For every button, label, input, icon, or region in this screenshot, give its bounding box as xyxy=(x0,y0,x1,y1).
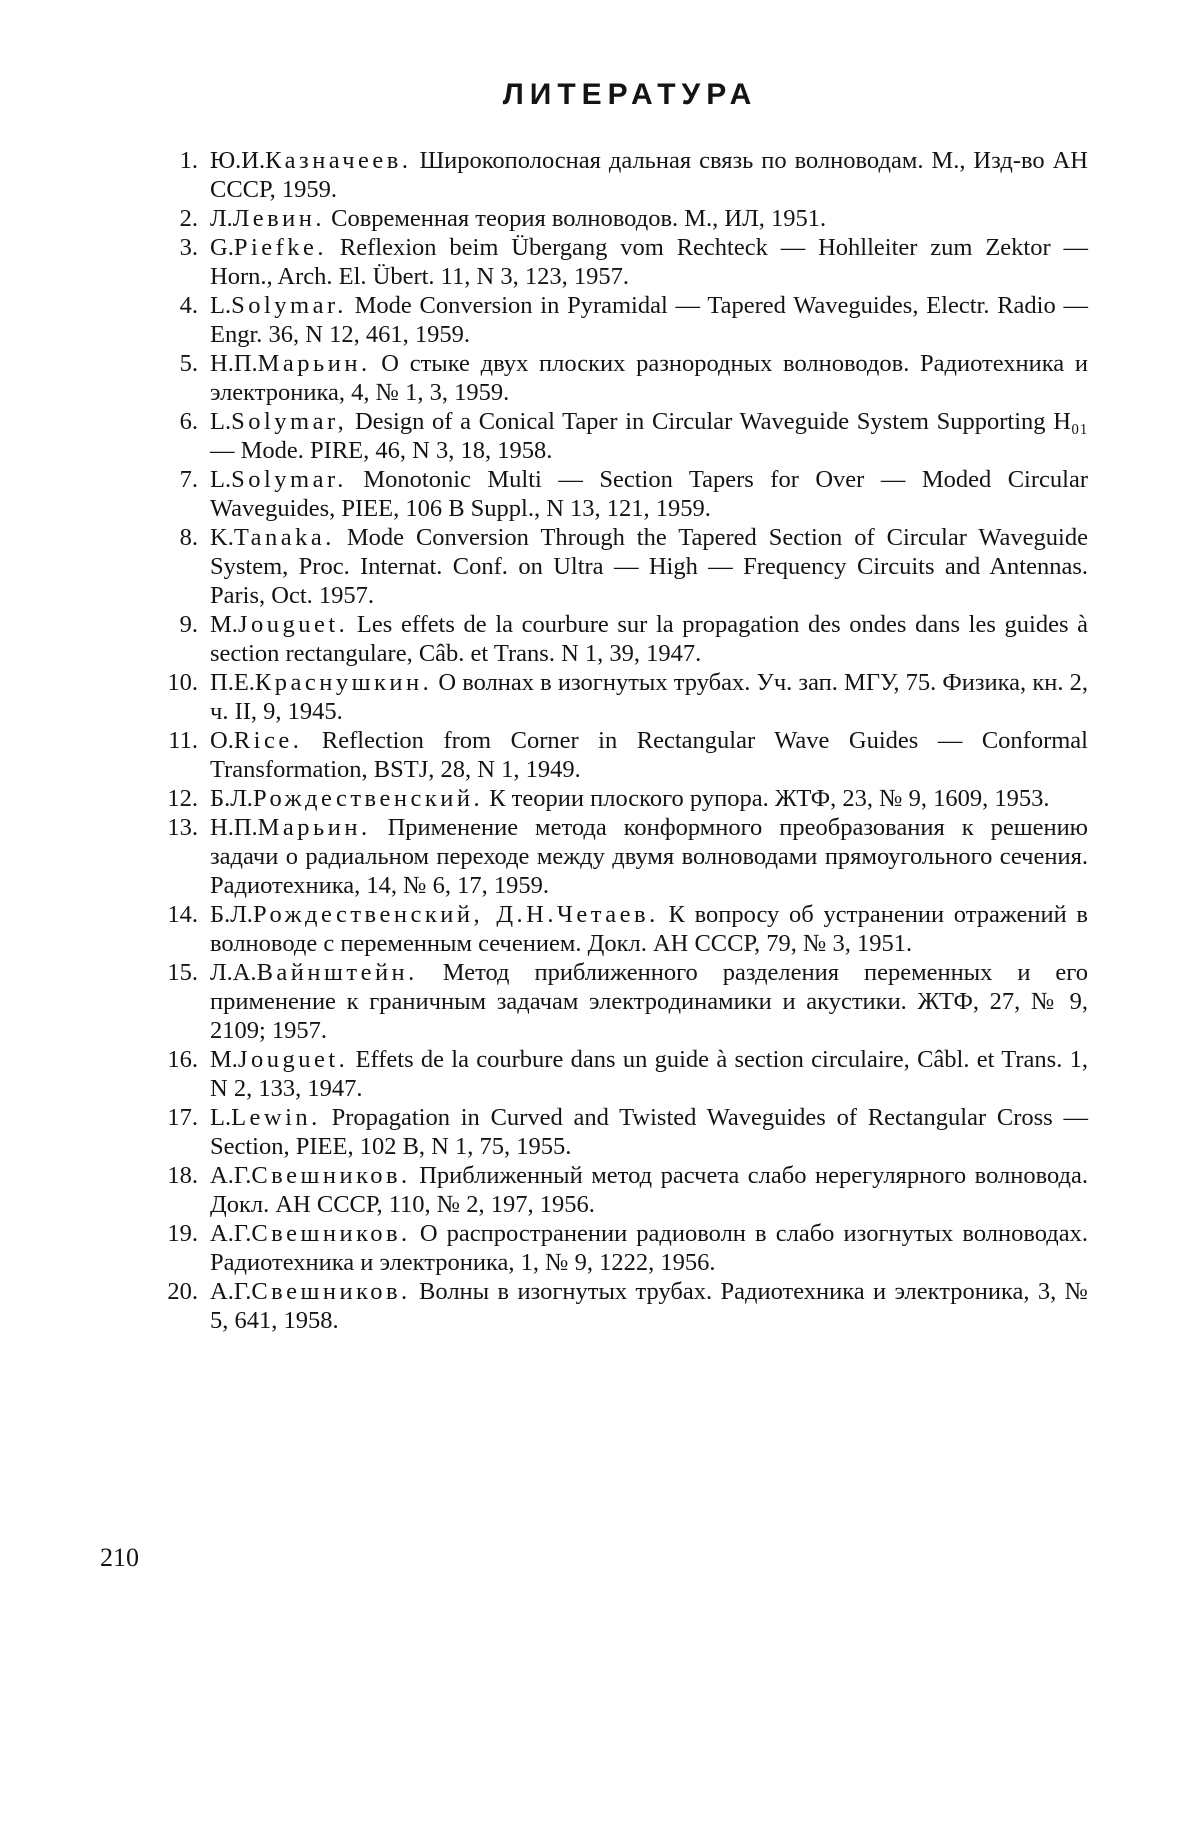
reference-author-initials: П.Е. xyxy=(210,669,255,696)
page-heading: ЛИТЕРАТУРА xyxy=(502,78,758,111)
reference-item xyxy=(138,668,1088,726)
reference-author: Tanaka. xyxy=(233,524,335,551)
reference-number: 20. xyxy=(167,1278,198,1305)
reference-item xyxy=(138,1161,1088,1219)
reference-item xyxy=(138,291,1088,349)
reference-author-initials: L. xyxy=(210,1104,232,1131)
reference-text: Effets de la courbure dans un guide à section circulaire, Câbl. et Trans. 1, N 2, 133, 1947. xyxy=(210,1046,1088,1102)
reference-text: Monotonic Multi — Section Tapers for Over — Moded Circular Waveguides, PIEE, 106 B Suppl., N 13, 121, 1959. xyxy=(210,466,1088,522)
reference-number: 12. xyxy=(167,785,198,812)
reference-author-initials: L. xyxy=(210,292,232,319)
reference-number: 11. xyxy=(168,727,198,754)
reference-item xyxy=(138,407,1088,465)
reference-author-initials: M. xyxy=(210,1046,238,1073)
reference-number: 10. xyxy=(167,669,198,696)
reference-item xyxy=(138,349,1088,407)
page-number: 210 xyxy=(100,1543,139,1572)
reference-text: Метод приближенного разделения переменных и его применение к граничным задачам электродинамики и акустики. ЖТФ, 27, № 9, 2109; 1957. xyxy=(210,959,1088,1044)
reference-text: Les effets de la courbure sur la propagation des ondes dans les guides à section rectangulare, Câb. et Trans. N 1, 39, 1947. xyxy=(210,611,1088,667)
reference-author-initials: Ю.И. xyxy=(210,147,266,174)
reference-number: 7. xyxy=(179,466,198,493)
reference-author-initials: Л. xyxy=(210,205,233,232)
reference-author: Jouguet. xyxy=(237,611,349,638)
reference-item xyxy=(138,900,1088,958)
reference-number: 2. xyxy=(179,205,198,232)
reference-number: 5. xyxy=(179,350,198,377)
reference-item xyxy=(138,523,1088,610)
reference-author: Solymar. xyxy=(231,466,347,493)
reference-author-initials: Н.П. xyxy=(210,350,258,377)
reference-text: О стыке двух плоских разнородных волноводов. Радиотехника и электроника, 4, № 1, 3, 1959. xyxy=(210,350,1088,406)
reference-item xyxy=(138,784,1088,813)
reference-text: К вопросу об устранении отражений в волноводе с переменным сечением. Докл. АН СССР, 79, № 3, 1951. xyxy=(210,901,1088,957)
reference-text: Design of a Conical Taper in Circular Waveguide System Supporting H₀₁ — Mode. PIRE, 46, N 3, 18, 1958. xyxy=(210,408,1088,464)
reference-author-initials: K. xyxy=(210,524,234,551)
reference-author: Свешников. xyxy=(251,1278,411,1305)
reference-author-initials: L. xyxy=(210,408,232,435)
reference-text: Propagation in Curved and Twisted Waveguides of Rectangular Cross — Section, PIEE, 102 B, N 1, 75, 1955. xyxy=(210,1104,1088,1160)
reference-item xyxy=(138,1277,1088,1335)
reference-number: 4. xyxy=(179,292,198,319)
reference-number: 9. xyxy=(179,611,198,638)
reference-text: Mode Conversion in Pyramidal — Tapered Waveguides, Electr. Radio — Engr. 36, N 12, 461, 1959. xyxy=(210,292,1088,348)
reference-author: Jouguet. xyxy=(237,1046,349,1073)
reference-author: Краснушкин. xyxy=(254,669,433,696)
reference-text: Современная теория волноводов. М., ИЛ, 1951. xyxy=(325,205,827,232)
reference-item xyxy=(138,1045,1088,1103)
reference-item xyxy=(138,726,1088,784)
reference-author: Марьин. xyxy=(257,350,371,377)
reference-author-initials: Б.Л. xyxy=(210,785,253,812)
reference-author-initials: O. xyxy=(210,727,234,754)
reference-item xyxy=(138,1103,1088,1161)
reference-author-initials: Л.А. xyxy=(210,959,257,986)
reference-author-initials: G. xyxy=(210,234,234,261)
reference-item xyxy=(138,146,1088,204)
reference-item xyxy=(138,233,1088,291)
reference-text: Широкополосная дальная связь по волноводам. М., Изд-во АН СССР, 1959. xyxy=(210,147,1088,203)
reference-author: Rice. xyxy=(233,727,303,754)
reference-text: Reflection from Corner in Rectangular Wave Guides — Conformal Transformation, BSTJ, 28, N 1, 1949. xyxy=(210,727,1088,783)
reference-text: Волны в изогнутых трубах. Радиотехника и электроника, 3, № 5, 641, 1958. xyxy=(210,1278,1088,1334)
reference-text: Reflexion beim Übergang vom Rechteck — Hohlleiter zum Zektor — Horn., Arch. El. Übert. 11, N 3, 123, 1957. xyxy=(210,234,1088,290)
reference-text: Применение метода конформного преобразования к решению задачи о радиальном переходе между двумя волноводами прямоугольного сечения. Радиотехника, 14, № 6, 17, 1959. xyxy=(210,814,1088,899)
reference-item xyxy=(138,1219,1088,1277)
reference-number: 16. xyxy=(167,1046,198,1073)
reference-number: 6. xyxy=(179,408,198,435)
reference-author-initials: Б.Л. xyxy=(210,901,253,928)
reference-author: Свешников. xyxy=(251,1162,411,1189)
reference-number: 8. xyxy=(179,524,198,551)
reference-author-initials: Н.П. xyxy=(210,814,258,841)
reference-item xyxy=(138,813,1088,900)
reference-author: Рождественский. xyxy=(252,785,484,812)
reference-number: 1. xyxy=(179,147,198,174)
reference-text: О распространении радиоволн в слабо изогнутых волноводах. Радиотехника и электроника, 1, № 9, 1222, 1956. xyxy=(210,1220,1088,1276)
reference-author: Lewin. xyxy=(231,1104,321,1131)
reference-author-initials: А.Г. xyxy=(210,1162,252,1189)
reference-item xyxy=(138,465,1088,523)
reference-author: Вайнштейн. xyxy=(256,959,418,986)
reference-number: 3. xyxy=(179,234,198,261)
reference-author: Solymar, xyxy=(231,408,348,435)
reference-author: Solymar. xyxy=(231,292,347,319)
reference-author: Piefke. xyxy=(233,234,328,261)
reference-number: 18. xyxy=(167,1162,198,1189)
reference-item xyxy=(138,610,1088,668)
reference-item xyxy=(138,958,1088,1045)
reference-author: Свешников. xyxy=(251,1220,411,1247)
reference-text: О волнах в изогнутых трубах. Уч. зап. МГУ, 75. Физика, кн. 2, ч. II, 9, 1945. xyxy=(210,669,1088,725)
reference-author-initials: А.Г. xyxy=(210,1278,252,1305)
reference-text: Приближенный метод расчета слабо нерегулярного волновода. Докл. АН СССР, 110, № 2, 197, 1956. xyxy=(210,1162,1088,1218)
reference-author: Марьин. xyxy=(257,814,371,841)
reference-author: Левин. xyxy=(232,205,325,232)
reference-number: 19. xyxy=(167,1220,198,1247)
reference-number: 15. xyxy=(167,959,198,986)
reference-list xyxy=(138,146,1088,1335)
reference-author-initials: А.Г. xyxy=(210,1220,252,1247)
reference-text: К теории плоского рупора. ЖТФ, 23, № 9, 1609, 1953. xyxy=(483,785,1050,812)
reference-number: 14. xyxy=(167,901,198,928)
reference-item xyxy=(138,204,1088,233)
reference-author: Рождественский, Д.Н.Четаев. xyxy=(252,901,659,928)
reference-number: 13. xyxy=(167,814,198,841)
reference-text: Mode Conversion Through the Tapered Section of Circular Waveguide System, Proc. Internat. Conf. on Ultra — High — Frequency Circuits and Antennas. Paris, Oct. 1957. xyxy=(210,524,1088,609)
reference-author: Казначеев. xyxy=(265,147,412,174)
reference-author-initials: L. xyxy=(210,466,232,493)
reference-author-initials: M. xyxy=(210,611,238,638)
reference-number: 17. xyxy=(167,1104,198,1131)
